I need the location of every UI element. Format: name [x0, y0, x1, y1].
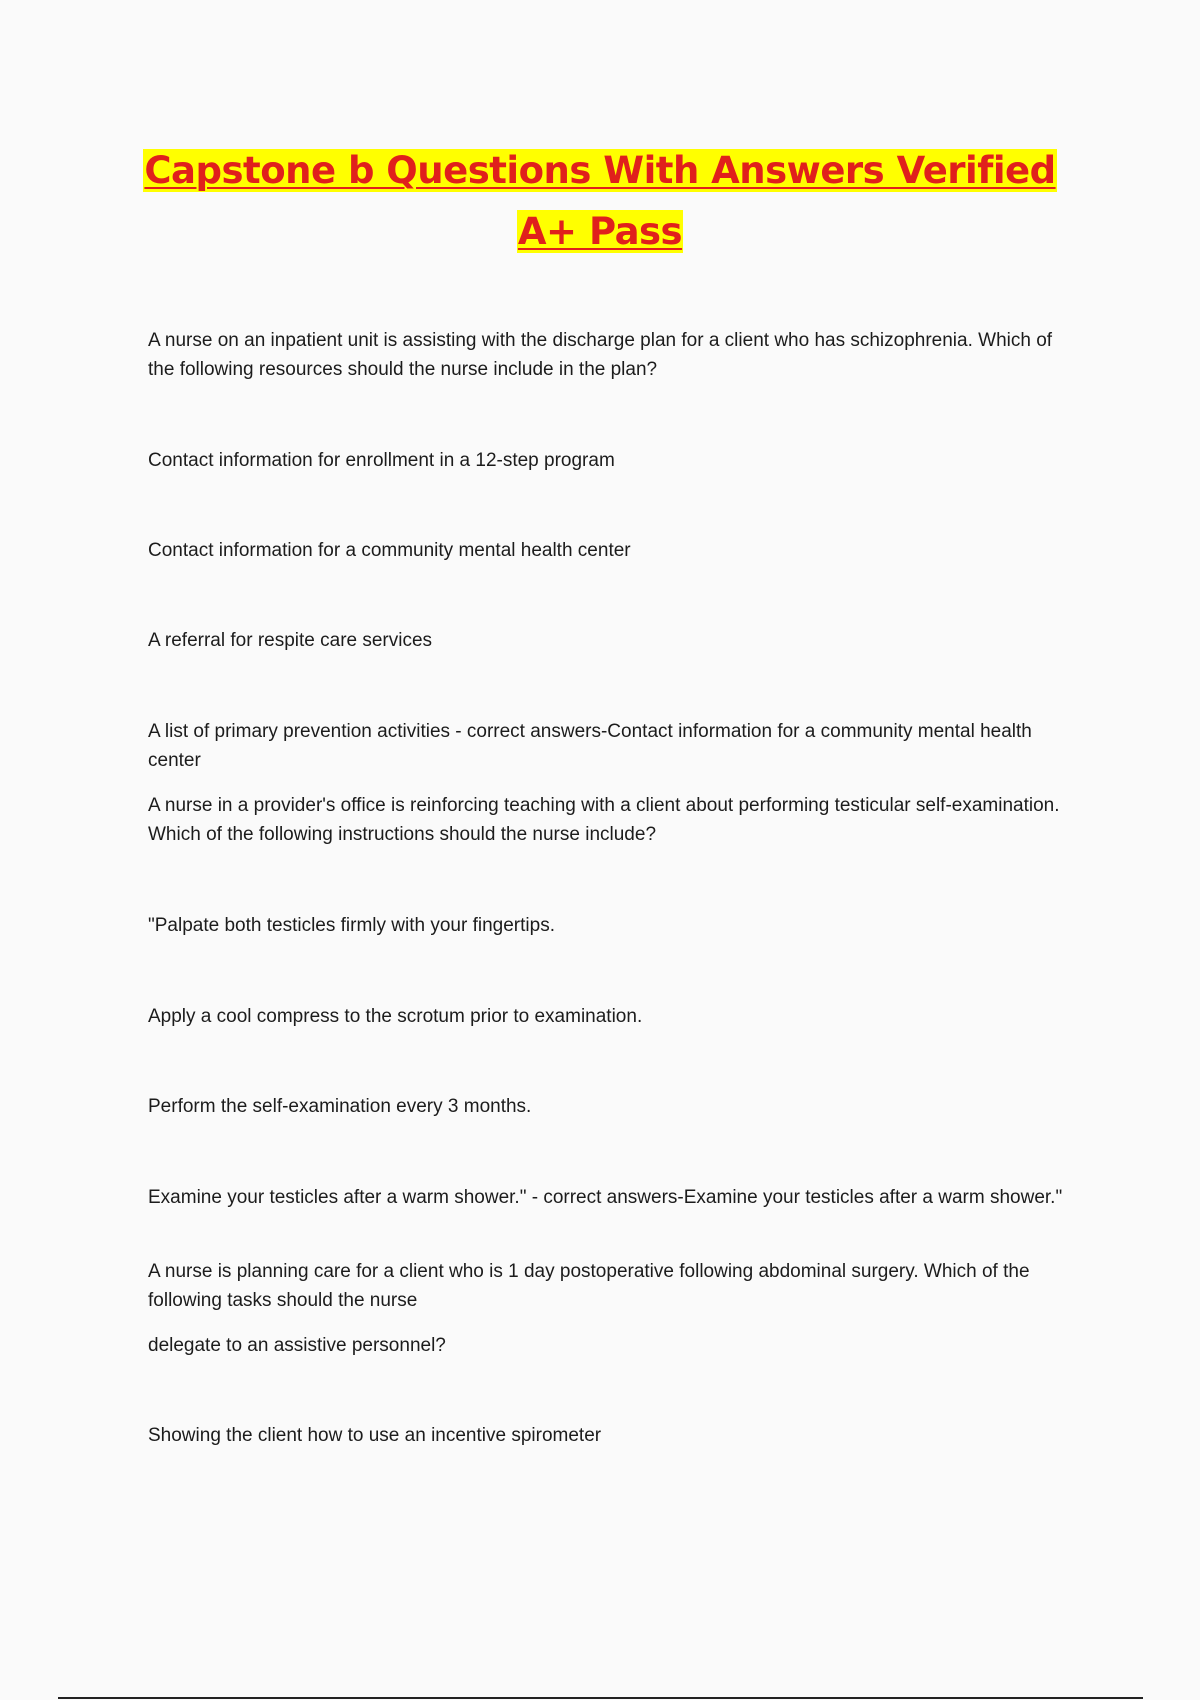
bottom-rule [58, 1697, 1143, 1699]
question-2-stem: A nurse in a provider's office is reinforcing teaching with a client about performing testicular self-examination. Which of the following instructions should the nurse include? [148, 795, 1060, 845]
document-title [120, 140, 1080, 262]
question-1-option-d-answer: A list of primary prevention activities - correct answers-Contact information for a community mental health center [148, 721, 1032, 771]
document-title-text: Capstone b Questions With Answers Verified A+ Pass [144, 149, 1056, 253]
question-2-option-a: "Palpate both testicles firmly with your fingertips. [148, 915, 555, 936]
question-2-option-b: Apply a cool compress to the scrotum prior to examination. [148, 1006, 643, 1027]
question-1-stem: A nurse on an inpatient unit is assisting with the discharge plan for a client who has schizophrenia. Which of the following resources should the nurse include in the plan? [148, 330, 1053, 380]
question-3-stem-continued: delegate to an assistive personnel? [148, 1335, 446, 1356]
question-1-option-a: Contact information for enrollment in a 12-step program [148, 450, 615, 471]
question-3-stem: A nurse is planning care for a client who is 1 day postoperative following abdominal surgery. Which of the following tasks should the nurse [148, 1261, 1030, 1311]
question-2-option-d-answer: Examine your testicles after a warm shower." - correct answers-Examine your testicles after a warm shower." [148, 1187, 1063, 1208]
question-1-option-c: A referral for respite care services [148, 630, 433, 651]
question-1-option-b: Contact information for a community mental health center [148, 540, 631, 561]
question-3-option-a: Showing the client how to use an incentive spirometer [148, 1425, 602, 1446]
question-2-option-c: Perform the self-examination every 3 months. [148, 1096, 532, 1117]
